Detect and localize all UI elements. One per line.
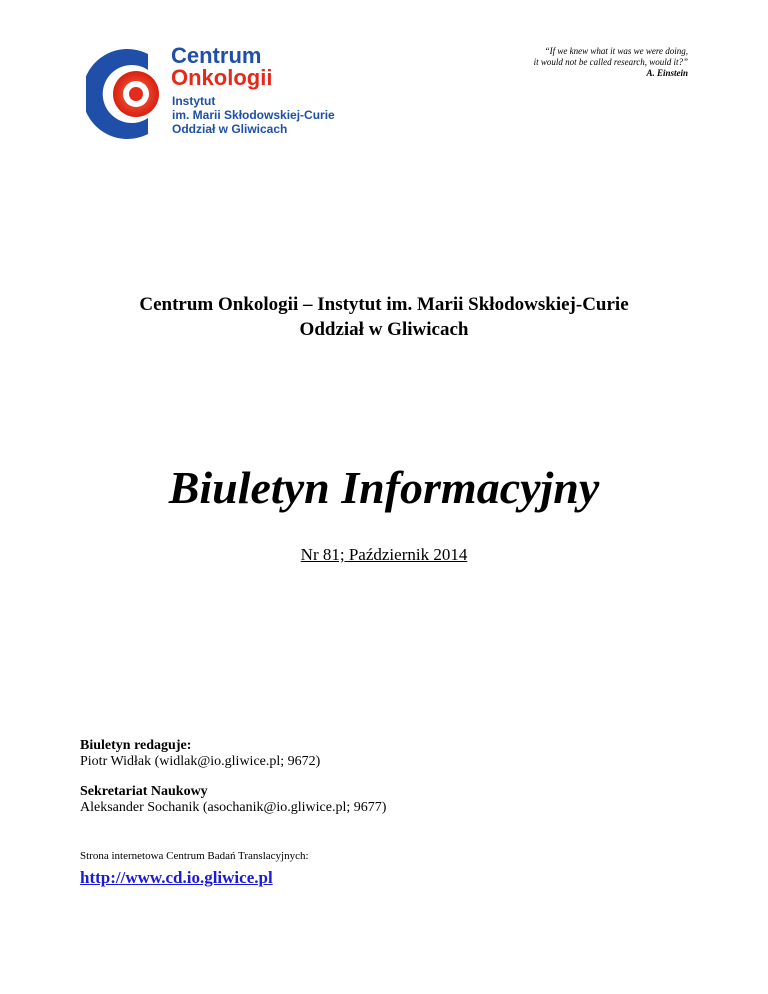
- logo-text-branch: Oddział w Gliwicach: [172, 122, 288, 136]
- institute-logo: [86, 42, 376, 152]
- bulletin-title: Biuletyn Informacyjny: [168, 462, 600, 513]
- website-link[interactable]: http://www.cd.io.gliwice.pl: [80, 868, 273, 887]
- credits-section: [80, 738, 386, 830]
- logo-text-onkologii: Onkologii: [171, 65, 273, 90]
- issue-number: [0, 544, 768, 566]
- quote-line-2: it would not be called research, would it?”: [533, 57, 688, 67]
- logo-text-centrum: Centrum: [171, 43, 262, 68]
- website-label: Strona internetowa Centrum Badań Translacyjnych:: [80, 850, 309, 862]
- institution-title-line-1: Centrum Onkologii – Instytut im. Marii Skłodowskiej-Curie: [139, 294, 629, 315]
- editor-label: Biuletyn redaguje:: [80, 738, 192, 753]
- logo-text-instytut: Instytut: [172, 94, 216, 108]
- secretariat-value: Aleksander Sochanik (asochanik@io.gliwice.pl; 9677): [80, 800, 387, 815]
- secretariat-label: Sekretariat Naukowy: [80, 784, 208, 799]
- issue-number-text: Nr 81; Październik 2014: [300, 545, 468, 564]
- einstein-quote: [534, 46, 688, 79]
- editor-block: [80, 738, 386, 770]
- institution-title-line-2: Oddział w Gliwicach: [299, 319, 469, 340]
- quote-line-1: “If we knew what it was we were doing,: [544, 46, 688, 56]
- quote-author: A. Einstein: [646, 68, 688, 78]
- institute-logo-emblem: [86, 44, 166, 144]
- institution-title: [0, 292, 768, 342]
- logo-text-patron: im. Marii Skłodowskiej-Curie: [172, 108, 335, 122]
- editor-value: Piotr Widłak (widlak@io.gliwice.pl; 9672): [80, 754, 321, 769]
- secretariat-block: [80, 784, 386, 816]
